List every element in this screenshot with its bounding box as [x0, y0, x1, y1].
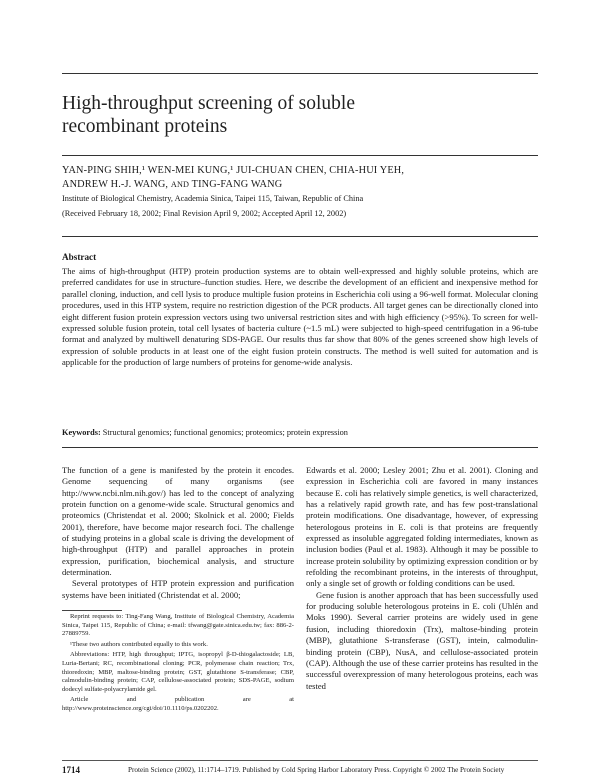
page-number: 1714: [62, 765, 80, 775]
body-paragraph: The function of a gene is manifested by the protein it encodes. Genome sequencing of many organisms (see http://www.ncbi.nlm.nih.gov/) has led to the concept of analyzing protein function on a genome-wide scale. Structural genomics and proteomics (Christendat et al. 2000; Skolnick et al. 2000; Fields 2001), therefore, have become major research foci. The challenge of studying proteins in a global scale is driving the development of high-throughput (HTP) and parallel approaches in protein expression, purification, biochemical analysis, and structure determination.: [62, 465, 294, 578]
title-rule: [62, 155, 538, 156]
body-paragraph: Gene fusion is another approach that has been successfully used for producing soluble heterologous proteins in E. coli (Uhlén and Moks 1990). Several carrier proteins are widely used in gene fusion, including thioredoxin (Trx), maltose-binding protein (MBP), glutathione S-transferase (GST), intein, calmodulin-binding protein (CBP), NusA, and cellulose-associated protein (CAP). Although the use of these carrier proteins has resulted in the successful overexpression of many heterologous proteins, each was tested: [306, 589, 538, 691]
title-line-1: High-throughput screening of soluble: [62, 93, 355, 114]
footnote-rule: [62, 610, 122, 611]
authors-and: AND: [170, 179, 190, 189]
abstract-heading: Abstract: [62, 252, 97, 262]
author-list: [62, 164, 538, 191]
top-rule: [62, 73, 538, 74]
authors-line-1: YAN-PING SHIH,¹ WEN-MEI KUNG,¹ JUI-CHUAN CHEN, CHIA-HUI YEH,: [62, 165, 405, 176]
journal-citation: Protein Science (2002), 11:1714–1719. Published by Cold Spring Harbor Laboratory Press. Copyright © 2002 The Protein Society: [128, 766, 505, 774]
submission-dates: (Received February 18, 2002; Final Revision April 9, 2002; Accepted April 12, 2002): [62, 209, 347, 218]
authors-line-2-b: TING-FANG WANG: [191, 178, 283, 190]
abstract-rule: [62, 236, 538, 237]
title-line-2: recombinant proteins: [62, 116, 228, 137]
footnote-abbreviations: Abbreviations: HTP, high throughput; IPTG, isopropyl β-D-thiogalactoside; LB, Luria-Bertani; RC, recombinational cloning; PCR, polymerase chain reaction; Trx, thioredoxin; MBP, maltose-binding protein; GST, glutathione S-transferase; CBP, calmodulin-binding protein; CAP, cellulose-associated protein; SDS-PAGE, sodium dodecyl sulfate-polyacrylamide gel.: [62, 651, 294, 693]
authors-line-2-a: ANDREW H.-J. WANG,: [62, 178, 169, 190]
body-paragraph: Several prototypes of HTP protein expression and purification systems have been initiated (Christendat et al. 2000;: [62, 578, 294, 600]
affiliation: Institute of Biological Chemistry, Academia Sinica, Taipei 115, Taiwan, Republic of China: [62, 194, 364, 203]
authors-line-2: [62, 178, 538, 192]
article-title: [62, 92, 532, 138]
footnote-article-link: Article and publication are at http://www.proteinscience.org/cgi/doi/10.1110/ps.0202202.: [62, 696, 294, 712]
body-paragraph: Edwards et al. 2000; Lesley 2001; Zhu et al. 2001). Cloning and expression in Escherichia coli are favored in many instances because E. coli has relatively simple genetics, is well characterized, has a relatively rapid growth rate, and has few post-translational protein modifications. One disadvantage, however, of expressing heterologous proteins in E. coli is that proteins are frequently expressed as insoluble aggregated folding intermediates, known as inclusion bodies (Paul et al. 1983). Although it may be possible to increase protein solubility by optimizing expression condition or by refolding the recombinant proteins, in the interests of throughput, only a single set of growth or folding conditions can be used.: [306, 465, 538, 589]
body-column-right: [306, 465, 538, 692]
body-column-left: [62, 465, 294, 601]
keywords-rule: [62, 447, 538, 448]
keywords-label: Keywords:: [62, 428, 101, 437]
footer-rule: [62, 760, 538, 761]
footnote-equal-contribution: ¹These two authors contributed equally to this work.: [70, 640, 208, 648]
abstract-text: The aims of high-throughput (HTP) protein production systems are to obtain well-expressed and highly soluble proteins, which are preferred candidates for use in structure–function studies. Here, we describe the development of an efficient and inexpensive method for parallel cloning, induction, and cell lysis to produce multiple fusion proteins in Escherichia coli using a 96-well format. Molecular cloning procedures, used in this HTP system, require no restriction digestion of the PCR products. All target genes can be directionally cloned into eight different fusion protein expression vectors using two universal restriction sites and with high efficiency (>95%). To screen for well-expressed soluble fusion protein, total cell lysates of bacteria culture (~1.5 mL) were subjected to high-speed centrifugation in a 96-tube format and analyzed by multiwell denaturing SDS-PAGE. Our results thus far show that 80% of the genes screened show high levels of expression of soluble products in at least one of the eight fusion protein constructs. The method is well suited for automation and is applicable for the production of large numbers of proteins for genome-wide analysis.: [62, 266, 538, 368]
footnotes: [62, 613, 294, 716]
keywords: [62, 427, 538, 438]
footnote-reprint: Reprint requests to: Ting-Fang Wang, Institute of Biological Chemistry, Academia Sinica, Taipei 115, Republic of China; e-mail: tfwang@gate.sinica.edu.tw; fax: 886-2-27889759.: [62, 613, 294, 638]
keywords-text: Structural genomics; functional genomics; proteomics; protein expression: [102, 428, 348, 437]
